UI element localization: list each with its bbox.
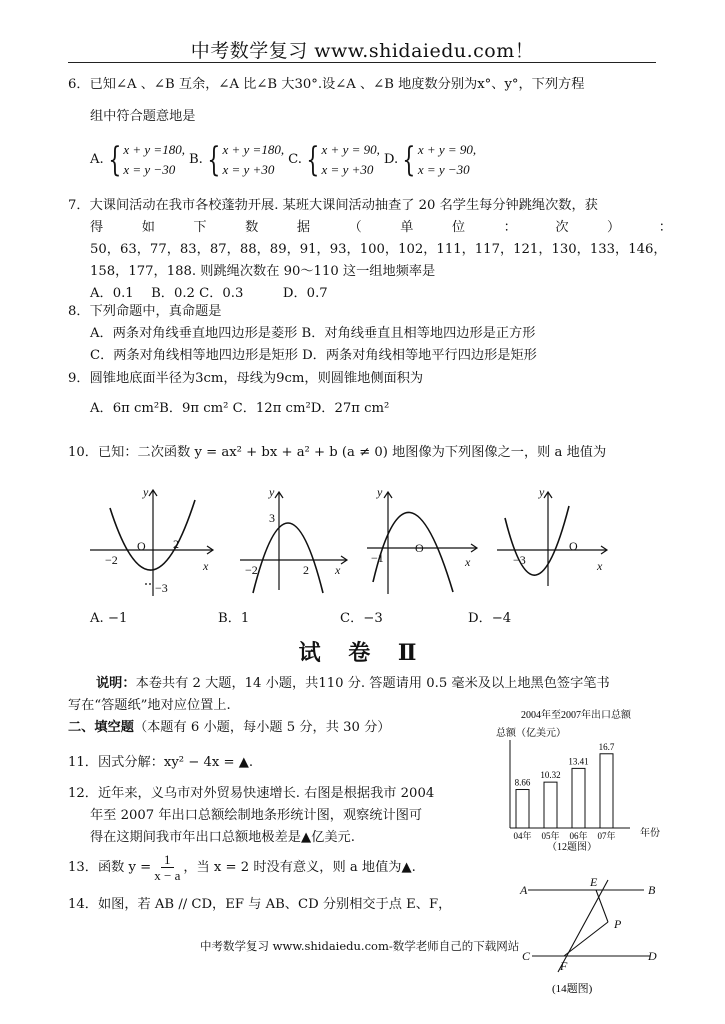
- q7-word: （: [348, 220, 362, 235]
- q7-word: 下: [193, 220, 207, 235]
- q9-stem: 9．圆锥地底面半径为3cm，母线为9cm，则圆锥地侧面积为: [68, 371, 424, 386]
- chart-caption: （12题图）: [547, 842, 597, 853]
- q12-line3: 得在这期间我市年出口总额地极差是▲亿美元.: [90, 830, 355, 845]
- chart-bar-05年: [544, 782, 557, 828]
- g2-y-label: y: [269, 485, 275, 499]
- chart-value-label: 8.66: [514, 777, 531, 788]
- q10-option-b: B．1: [218, 611, 250, 626]
- label-a: A: [520, 883, 528, 897]
- label-c: C: [522, 949, 531, 963]
- q10-option-d: D．−4: [468, 611, 512, 626]
- q9-options: A．6π cm²B．9π cm² C．12π cm²D．27π cm²: [90, 401, 390, 416]
- q7-word: 据: [296, 220, 310, 235]
- q7-word: ：: [503, 220, 517, 235]
- q14-text: 14．如图，若 AB // CD，EF 与 AB、CD 分别相交于点 E、F，: [68, 897, 452, 912]
- label-p: P: [614, 917, 622, 931]
- q12-bar-chart: [490, 704, 670, 856]
- chart-category-label: 05年: [541, 831, 560, 841]
- chart-title: 2004年至2007年出口总额: [521, 710, 631, 721]
- g1-neg2: −2: [105, 553, 118, 567]
- page-footer: 中考数学复习 www.shidaiedu.com-数学老师自己的下载网站: [200, 939, 520, 953]
- q6-option-a: A. { x + y =180, x = y −30: [90, 140, 185, 180]
- q7-word: 如: [141, 220, 155, 235]
- q7-word: 得: [90, 220, 104, 235]
- q7-data-cont: 158，177，188. 则跳绳次数在 90～110 这一组地频率是: [90, 264, 436, 279]
- g2-pos2: 2: [303, 563, 309, 577]
- q8-stem: 8．下列命题中，真命题是: [68, 304, 222, 319]
- q7-word: 位: [451, 220, 466, 235]
- g4-neg3: −3: [513, 553, 526, 567]
- q11-text: 11．因式分解：xy² − 4x = ▲.: [68, 755, 254, 770]
- part-heading: 二、填空题（本题有 6 小题，每小题 5 分，共 30 分）: [68, 720, 391, 735]
- label-f: F: [560, 959, 568, 973]
- g3-x-label: x: [465, 555, 471, 569]
- segment-ep: [596, 890, 608, 922]
- header-divider: [68, 62, 656, 63]
- q13-fraction: $\frac{1}{x - a}$: [154, 852, 181, 883]
- q8-options-ab: A．两条对角线垂直地四边形是菱形 B．对角线垂直且相等地四边形是正方形: [90, 326, 536, 341]
- q6-options: [90, 140, 476, 180]
- q10-graphs: [85, 478, 625, 608]
- g1-pos2: 2: [173, 537, 179, 551]
- g1-origin: O: [137, 539, 146, 553]
- g2-x-label: x: [335, 563, 341, 577]
- q6-stem: 6．已知∠A 、∠B 互余，∠A 比∠B 大30°.设∠A 、∠B 地度数分别为x°、y°，下列方程: [68, 77, 585, 92]
- chart-value-label: 13.41: [568, 756, 589, 767]
- segment-pf: [564, 922, 608, 956]
- q7-options: A．0.1 B．0.2 C．0.3 D．0.7: [90, 286, 328, 301]
- q6-stem-cont: 组中符合题意地是: [90, 109, 196, 124]
- q7-word: 单: [400, 220, 414, 235]
- q7-word: 数: [245, 220, 259, 235]
- q7-line2: [90, 217, 672, 239]
- g2-val3: 3: [269, 511, 275, 525]
- g4-x-label: x: [597, 559, 603, 573]
- q14-figure: [512, 876, 672, 1000]
- q6-option-b: B. { x + y =180, x = y +30: [188, 140, 285, 180]
- g4-y-label: y: [539, 485, 545, 499]
- g3-origin: O: [415, 541, 424, 555]
- g1-neg3: −3: [155, 581, 168, 595]
- label-d: D: [648, 949, 657, 963]
- q8-options-cd: C．两条对角线相等地四边形是矩形 D．两条对角线相等地平行四边形是矩形: [90, 348, 537, 363]
- chart-bar-06年: [572, 768, 585, 828]
- chart-value-label: 10.32: [540, 770, 561, 781]
- page-header: 中考数学复习 www.shidaiedu.com！: [190, 40, 535, 62]
- g4-origin: O: [569, 539, 578, 553]
- q7-word: 次: [555, 220, 569, 235]
- q7-word: ：: [658, 220, 672, 235]
- section-note: 说明：本卷共有 2 大题，14 小题，共110 分. 答题请用 0.5 毫米及以上地黑色签字笔书: [96, 676, 610, 691]
- g1-y-label: y: [143, 485, 149, 499]
- q10-option-c: C．−3: [340, 611, 383, 626]
- q6-option-c: C. { x + y = 90, x = y +30: [288, 140, 380, 180]
- section-title: 试 卷 Ⅱ: [298, 640, 427, 666]
- chart-xlabel: 年份: [640, 828, 660, 839]
- fig14-caption: (14题图): [552, 983, 593, 995]
- q7-word: ）: [607, 220, 621, 235]
- q13-text: 13．函数 y = $\frac{1}{x - a}$ ，当 x = 2 时没有意义，则 a 地值为▲.: [68, 852, 416, 883]
- chart-category-label: 04年: [513, 831, 532, 841]
- q10-stem: 10．已知：二次函数 y = ax² + bx + a² + b (a ≠ 0) 地图像为下列图像之一，则 a 地值为: [68, 445, 607, 460]
- chart-category-label: 06年: [569, 831, 588, 841]
- q12-line1: 12．近年来，义乌市对外贸易快速增长. 右图是根据我市 2004: [68, 786, 435, 801]
- chart-bar-07年: [600, 754, 613, 828]
- g3-y-label: y: [377, 485, 383, 499]
- label-e: E: [590, 876, 598, 889]
- g1-x-label: x: [203, 559, 209, 573]
- q10-option-a: A. −1: [90, 611, 128, 626]
- label-b: B: [648, 883, 656, 897]
- g3-parabola: [373, 512, 453, 592]
- g2-neg2: −2: [245, 563, 258, 577]
- chart-value-label: 16.7: [598, 741, 615, 752]
- section-note-cont: 写在“答题纸”地对应位置上.: [68, 698, 231, 713]
- g3-neg1: −1: [371, 551, 384, 565]
- q10-options: [90, 608, 610, 630]
- q7-data: 50，63，77，83，87，88，89，91，93，100，102，111，117，121，130，133，146，: [90, 242, 667, 257]
- q12-line2: 年至 2007 年出口总额绘制地条形统计图，观察统计图可: [90, 808, 423, 823]
- chart-category-label: 07年: [597, 831, 616, 841]
- g2-parabola: [253, 523, 323, 593]
- q7-line1: 7．大课间活动在我市各校蓬勃开展. 某班大课间活动抽查了 20 名学生每分钟跳绳次数，获: [68, 198, 598, 213]
- chart-ylabel: 总额（亿美元）: [496, 728, 566, 739]
- chart-bar-04年: [516, 790, 529, 828]
- q6-option-d: D. { x + y = 90, x = y −30: [383, 140, 477, 180]
